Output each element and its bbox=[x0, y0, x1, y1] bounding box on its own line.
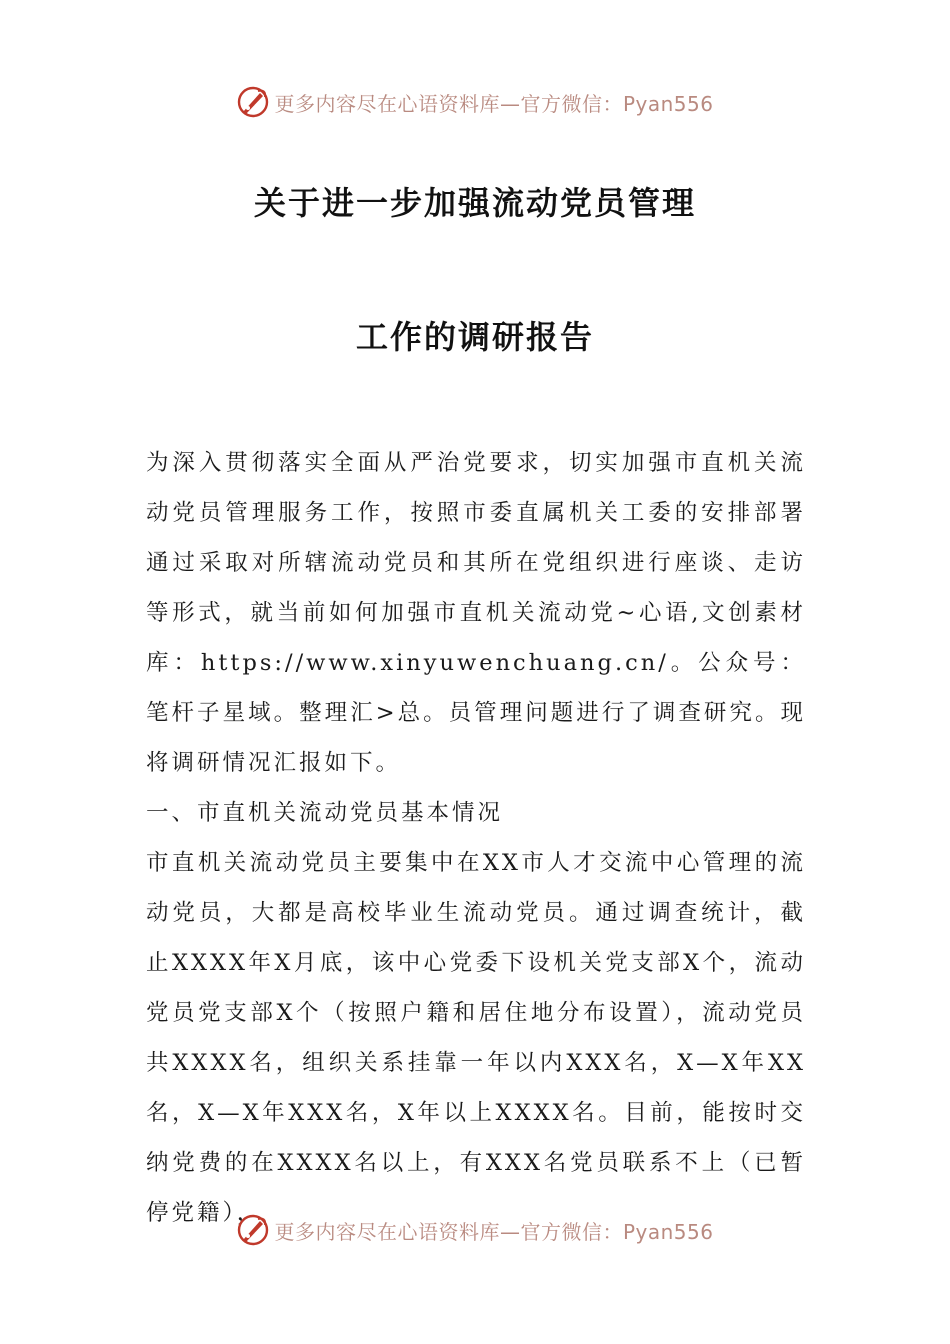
page-title-line-2: 工作的调研报告 bbox=[355, 318, 594, 356]
quill-logo-icon bbox=[236, 1213, 270, 1247]
footer-banner bbox=[0, 1210, 950, 1250]
page-title-line-1: 关于进一步加强流动党员管理 bbox=[253, 184, 696, 222]
banner-text: 更多内容尽在心语资料库—官方微信：Pyan556 bbox=[274, 91, 714, 116]
section-heading: 一、市直机关流动党员基本情况 bbox=[146, 800, 504, 826]
paragraph: 为深入贯彻落实全面从严治党要求，切实加强市直机关流动党员管理服务工作，按照市委直属机关工委的安排部署通过采取对所辖流动党员和其所在党组织进行座谈、走访等形式，就当前如何加强市直机关流动党~心语,文创素材库：https://www.xinyuwenchuang.cn/。公众号：笔杆子星域。整理汇>总。员管理问题进行了调查研究。现将调研情况汇报如下。 bbox=[146, 450, 806, 776]
paragraph: 市直机关流动党员主要集中在XX市人才交流中心管理的流动党员，大都是高校毕业生流动党员。通过调查统计，截止XXXX年X月底，该中心党委下设机关党支部X个，流动党员党支部X个（按照户籍和居住地分布设置），流动党员共XXXX名，组织关系挂靠一年以内XXX名，X—X年XX名，X—X年XXX名，X年以上XXXX名。目前，能按时交纳党费的在XXXX名以上，有XXX名党员联系不上（已暂停党籍）， bbox=[146, 850, 806, 1226]
header-banner bbox=[0, 82, 950, 122]
document-body bbox=[146, 438, 806, 1238]
quill-logo-icon bbox=[236, 85, 270, 119]
banner-text: 更多内容尽在心语资料库—官方微信：Pyan556 bbox=[274, 1219, 714, 1244]
